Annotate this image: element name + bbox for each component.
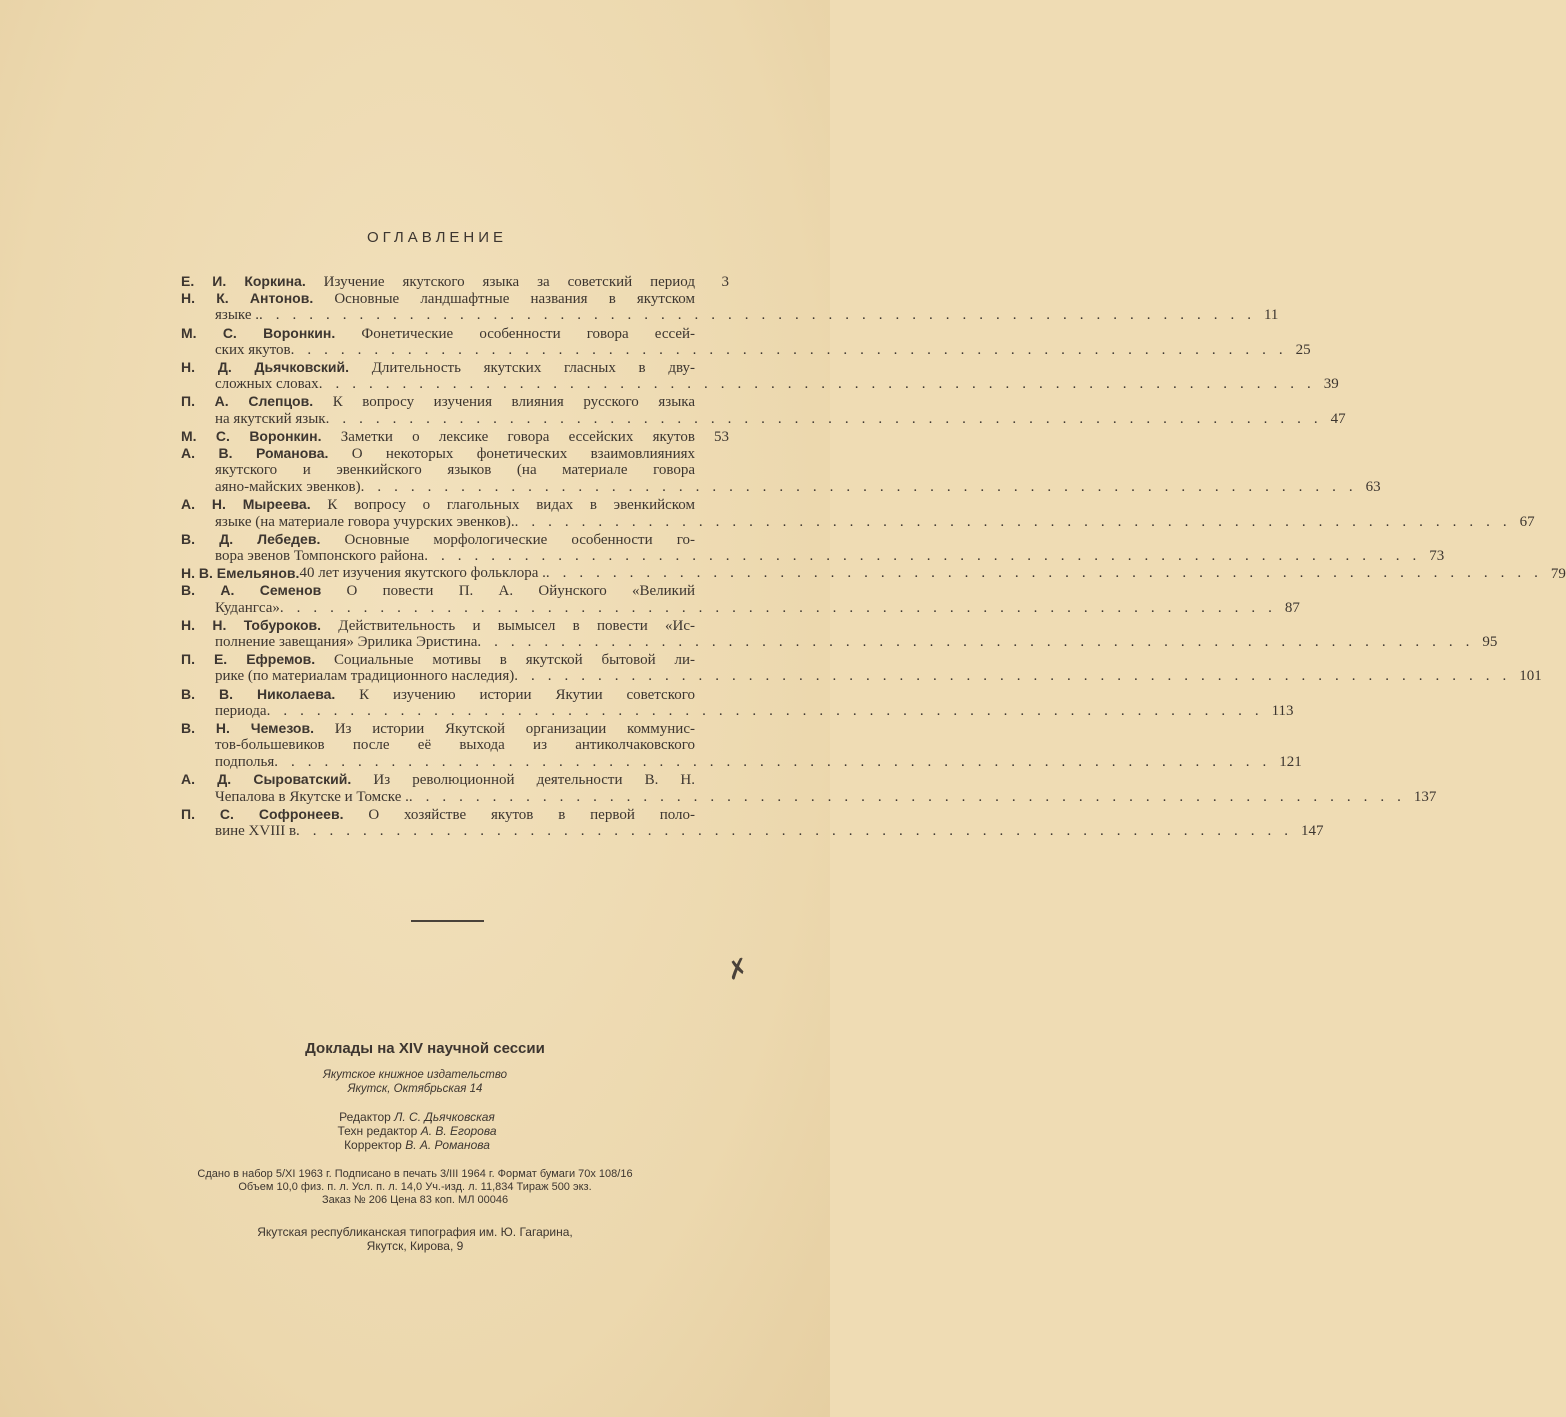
toc-author: М. С. Воронкин. [181,427,322,444]
toc-line [181,754,1302,771]
toc-title-text: вине XVIII в [215,823,297,839]
toc-title-text: Заметки о лексике говора ессейских якутов [340,428,695,445]
printer-block [0,1225,840,1253]
toc-title-text: якутского и эвенкийского языков (на материале говора [215,462,695,479]
book-title: Доклады на XIV научной сессии [305,1040,545,1057]
dot-leader: ............................................................ [514,513,1520,530]
toc-line-text [181,565,1551,582]
toc-entry [181,582,1300,616]
toc-page-number: 47 [1330,410,1346,427]
dot-leader: ............................................................ [545,565,1551,582]
toc-line [181,806,729,823]
toc-title-text: К изучению истории Якутии советского [359,686,696,703]
toc-entry [181,805,1324,840]
toc-page-number: 25 [1295,341,1311,358]
tech-line: Заказ № 206 Цена 83 коп. МЛ 00046 [321,1194,509,1206]
divider [411,920,484,922]
toc-author: П. Е. Ефремов. [181,651,316,668]
dot-leader: ............................................................ [360,479,1366,496]
toc-title-text: Фонетические особенности говора ессей- [361,325,695,342]
toc-entry [181,651,1542,685]
toc-line [181,462,729,479]
toc-author: Н. Н. Тобуроков. [181,616,322,633]
toc-author: М. С. Воронкин. [181,324,336,341]
toc-title-text: Основные морфологические особенности го- [344,531,696,548]
toc-page-number: 73 [1429,548,1445,564]
toc-line-text [181,359,695,377]
toc-title-text: тов-большевиков после её выхода из антиколчаковского [215,737,695,754]
toc-author: Н. К. Антонов. [181,290,314,307]
toc-line [181,788,1437,806]
toc-line-text [215,342,1296,359]
toc-entry [181,393,1346,427]
toc-page-number: 39 [1323,376,1339,393]
toc-line-text [181,325,695,343]
toc-author: В. Д. Лебедев. [181,530,321,547]
toc-line-text [215,668,1519,685]
dot-leader: ............................................................ [408,788,1414,805]
toc-title-text: Социальные мотивы в якутской бытовой ли- [334,652,695,669]
toc-title-text: периода [215,702,267,719]
dot-leader: ............................................................ [266,702,1272,719]
toc-line [181,376,1339,393]
toc-title-text: ских якутов [215,341,291,358]
toc-title-text: Основные ландшафтные названия в якутском [334,291,695,308]
toc-line [181,428,729,445]
toc-author: А. Н. Мыреева. [181,496,311,513]
tech-editor-label: Техн редактор [337,1124,418,1138]
dot-leader: ............................................................ [296,823,1302,839]
toc-line [181,686,729,703]
toc-line [181,410,1346,428]
toc-entry [181,565,1566,583]
toc-page-number: 79 [1550,566,1566,583]
toc-author: В. А. Семенов [181,582,322,599]
dot-leader: ............................................................ [424,548,1430,564]
toc-entry [181,496,1535,530]
toc-page-number: 87 [1284,599,1300,616]
toc-line [181,633,1498,651]
publisher: Якутское книжное издательство [323,1069,507,1081]
toc-entry [181,273,729,290]
tech-line: Сдано в набор 5/XI 1963 г. Подписано в печать 3/III 1964 г. Формат бумаги 70х 108/16 [197,1168,633,1180]
toc-line [181,341,1311,359]
toc-line [181,393,729,410]
toc-title-text: Кудангса» [215,599,280,616]
toc-line-text [181,531,695,549]
toc-title-text: К вопросу изучения влияния русского языка [332,394,696,411]
toc-line-text [215,634,1482,651]
toc-title-text: К вопросу о глагольных видах в эвенкийском [327,497,696,514]
toc-page-number: 67 [1519,513,1535,530]
toc-line [181,702,1294,720]
toc-line-text [215,548,1429,565]
toc-title-text: языке . [215,307,259,324]
toc-line-text [215,479,1366,496]
toc-line-text [181,393,695,411]
toc-title-text: Действительность и вымысел в повести «Ис- [338,617,696,634]
toc-page-number: 147 [1301,823,1324,839]
toc-line [181,737,729,754]
dot-leader: ............................................................ [279,599,1285,616]
toc-line-text [215,376,1324,393]
editor: Л. С. Дьячковская [394,1110,495,1124]
toc-line-text [181,806,695,824]
toc-line [181,651,729,668]
publisher-address: Якутск, Октябрьская 14 [347,1083,483,1095]
toc-entry [181,719,1302,772]
toc-entry [181,290,1279,324]
dot-leader: ............................................................ [274,754,1280,771]
toc-line [181,720,729,737]
dot-leader: ............................................................ [477,633,1483,650]
toc-entry [181,324,1311,359]
toc-page-number: 53 [714,428,729,445]
toc-line [181,668,1542,685]
tech-editor: А. В. Егорова [420,1124,497,1138]
toc-line [181,479,1381,496]
toc-line-text [215,514,1520,531]
toc-line-text [215,789,1414,806]
toc-author: П. С. Софронеев. [181,805,344,822]
toc-entry [181,444,1381,497]
corrector: В. А. Романова [405,1138,490,1152]
toc-author: Е. И. Коркина. [181,273,306,289]
toc-entry [181,685,1294,720]
toc-line-text [181,720,695,738]
toc-title-text: Изучение якутского языка за советский период [323,274,696,290]
toc-line-text [215,737,695,754]
toc-author: Н. Д. Дьячковский. [181,358,349,375]
toc-line-text [215,307,1264,324]
toc-line-text [215,462,695,479]
toc-line-text [181,651,695,669]
toc-line-text [181,290,695,308]
toc-author: П. А. Слепцов. [181,393,314,410]
toc-line [181,496,729,513]
tech-line: Объем 10,0 физ. п. л. Усл. п. л. 14,0 Уч.-изд. л. 11,834 Тираж 500 экз. [238,1181,592,1193]
toc-author: Н. В. Емельянов. [181,565,300,582]
toc-title-text: рике (по материалам традиционного наследия) [215,668,515,685]
publisher-block [0,1068,840,1096]
printer-address: Якутск, Кирова, 9 [366,1239,464,1253]
toc-line [181,273,729,290]
toc-title-text: Длительность якутских гласных в дву- [371,359,696,376]
toc-line [181,548,1445,565]
toc-line [181,823,1324,840]
technical-block [0,1168,840,1207]
toc-author: А. В. Романова. [181,444,329,461]
toc-line-text [181,686,695,704]
toc-line-text [215,600,1285,617]
toc-author: А. Д. Сыроватский. [181,771,352,788]
toc-entry [181,530,1445,565]
toc-line [181,445,729,462]
table-of-contents [181,273,1566,840]
toc-page-number: 95 [1482,633,1498,650]
toc-entry [181,771,1437,805]
dot-leader: ............................................................ [318,376,1324,393]
toc-line [181,582,729,599]
toc-page-number: 113 [1271,702,1294,719]
toc-line-text [181,428,695,446]
toc-entry [181,358,1339,393]
toc-title-text: полнение завещания» Эрилика Эристина [215,633,478,650]
toc-line [181,325,729,342]
toc-line-text [215,411,1331,428]
toc-title-text: О хозяйстве якутов в первой поло- [368,806,695,823]
toc-title-text: вора эвенов Томпонского района [215,548,425,564]
toc-line-text [215,703,1272,720]
toc-entry [181,616,1498,651]
toc-title-text: О повести П. А. Ойунского «Великий [346,583,696,600]
toc-author: В. Н. Чемезов. [181,719,314,736]
toc-page-number: 63 [1365,479,1381,496]
editor-label: Редактор [339,1110,391,1124]
corrector-label: Корректор [344,1138,402,1152]
toc-title-text: языке (на материале говора учурских эвенков). [215,513,515,530]
toc-line [181,565,1566,583]
toc-page-number: 11 [1263,307,1279,324]
toc-title-text: 40 лет изучения якутского фольклора . [299,565,546,582]
toc-line [181,307,1279,324]
toc-line [181,599,1300,617]
toc-title-text: Чепалова в Якутске и Томске . [215,788,409,805]
toc-line [181,771,729,788]
toc-page-number: 101 [1519,668,1542,685]
toc-title-text: аяно-майских эвенков) [215,479,361,496]
toc-line-text [215,754,1279,771]
toc-page-number: 3 [721,274,729,290]
toc-author: В. В. Николаева. [181,685,336,702]
toc-title-text: Из истории Якутской организации коммунис- [334,720,695,737]
dot-leader: ............................................................ [514,668,1520,685]
toc-line [181,359,729,376]
toc-line [181,290,729,307]
toc-line-text [181,273,695,291]
printer: Якутская республиканская типография им. Ю. Гагарина, [257,1225,573,1239]
toc-line-text [181,617,695,635]
toc-line-text [181,445,695,463]
toc-line-text [181,582,695,600]
toc-title-text: О некоторых фонетических взаимовлияниях [351,445,696,462]
handwritten-mark-icon: ✗ [723,952,753,987]
toc-page-number: 121 [1279,754,1302,771]
toc-title-text: на якутский язык [215,410,326,427]
toc-title-text: Из революционной деятельности В. Н. [373,772,696,789]
toc-page-number: 137 [1413,788,1437,805]
toc-line-text [181,496,695,514]
toc-entry [181,428,729,445]
toc-line [181,513,1535,531]
toc-line-text [215,823,1301,840]
page-title: ОГЛАВЛЕНИЕ [366,229,508,246]
toc-title-text: подполья [215,754,275,771]
staff-block [0,1110,842,1152]
dot-leader: ............................................................ [258,307,1264,324]
toc-line [181,617,729,634]
toc-line [181,531,729,548]
dot-leader: ............................................................ [325,410,1331,427]
toc-title-text: сложных словах [215,376,319,393]
toc-line-text [181,771,695,789]
dot-leader: ............................................................ [290,341,1296,358]
